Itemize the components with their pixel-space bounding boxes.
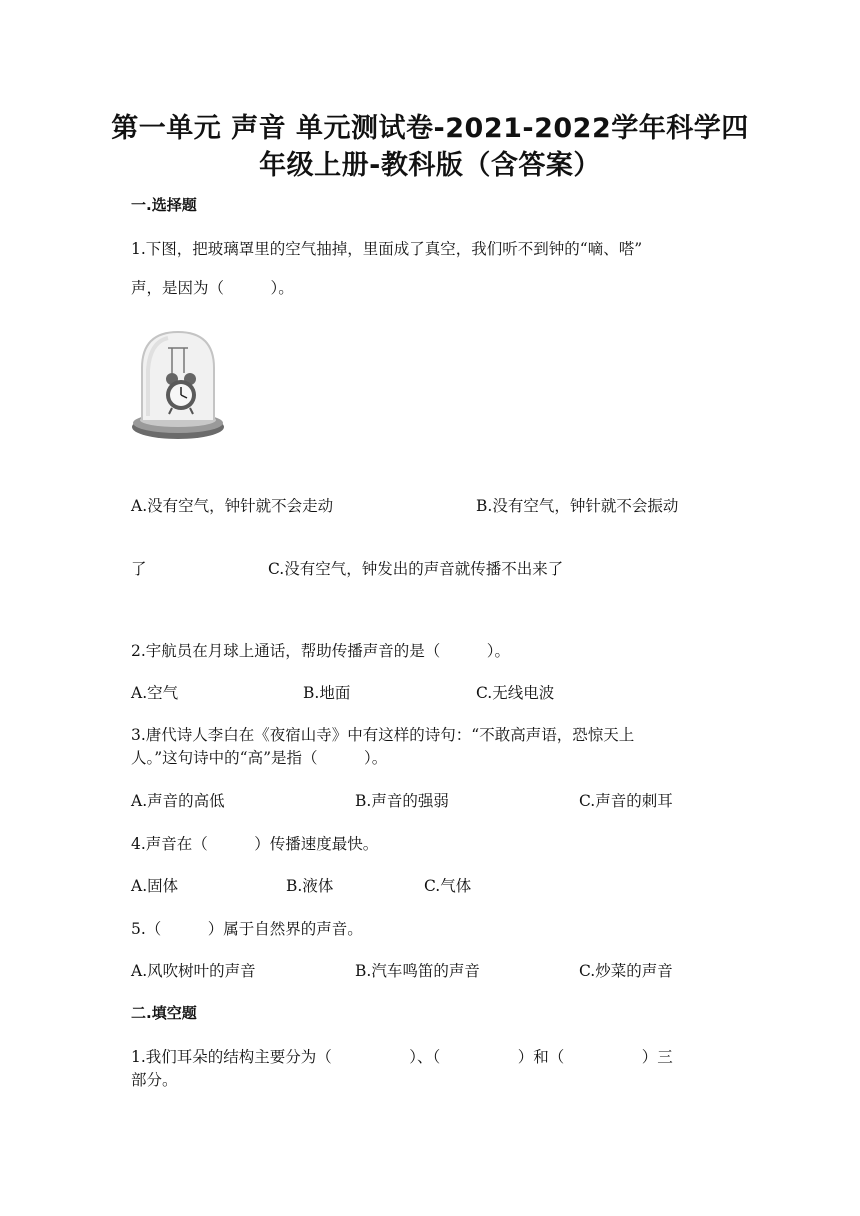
question-2-option-c: C.无线电波 [476,684,555,702]
question-5-option-a: A.风吹树叶的声音 [131,962,256,980]
section-heading-fill-in: 二.填空题 [131,1004,197,1022]
question-4-option-c: C.气体 [424,877,472,895]
question-4: 4.声音在（ ）传播速度最快。 [131,835,379,853]
question-1-line-1: 1.下图，把玻璃罩里的空气抽掉，里面成了真空，我们听不到钟的“嘀、嗒” [131,240,643,258]
page-title-line-2: 年级上册-教科版（含答案） [259,150,601,181]
question-4-option-a: A.固体 [131,877,179,895]
question-3-line-1: 3.唐代诗人李白在《夜宿山寺》中有这样的诗句：“不敢高声语，恐惊天上 [131,726,635,744]
question-3-option-c: C.声音的刺耳 [579,792,673,810]
question-4-option-b: B.液体 [286,877,334,895]
question-3-option-b: B.声音的强弱 [355,792,449,810]
question-2-option-b: B.地面 [303,684,351,702]
question-3-line-2: 人。”这句诗中的“高”是指（ ）。 [131,749,388,767]
section-heading-choice: 一.选择题 [131,196,197,214]
question-2-option-a: A.空气 [131,684,179,702]
question-1-option-a: A.没有空气，钟针就不会走动 [131,497,334,515]
question-2: 2.宇航员在月球上通话，帮助传播声音的是（ ）。 [131,642,511,660]
fill-question-1-line-2: 部分。 [131,1071,178,1089]
question-1-option-b: B.没有空气，钟针就不会振动 [476,497,679,515]
question-1-option-b-continued: 了 [131,560,147,578]
question-1-line-2: 声，是因为（ ）。 [131,279,294,297]
question-5: 5.（ ）属于自然界的声音。 [131,920,363,938]
question-1-option-c: C.没有空气，钟发出的声音就传播不出来了 [268,560,564,578]
question-5-option-b: B.汽车鸣笛的声音 [355,962,480,980]
question-3-option-a: A.声音的高低 [131,792,225,810]
bell-jar-clock-illustration [128,328,228,450]
fill-question-1-line-1: 1.我们耳朵的结构主要分为（ ）、（ ）和（ ）三 [131,1048,673,1066]
page-title-line-1: 第一单元 声音 单元测试卷-2021-2022学年科学四 [111,113,749,144]
question-5-option-c: C.炒菜的声音 [579,962,673,980]
